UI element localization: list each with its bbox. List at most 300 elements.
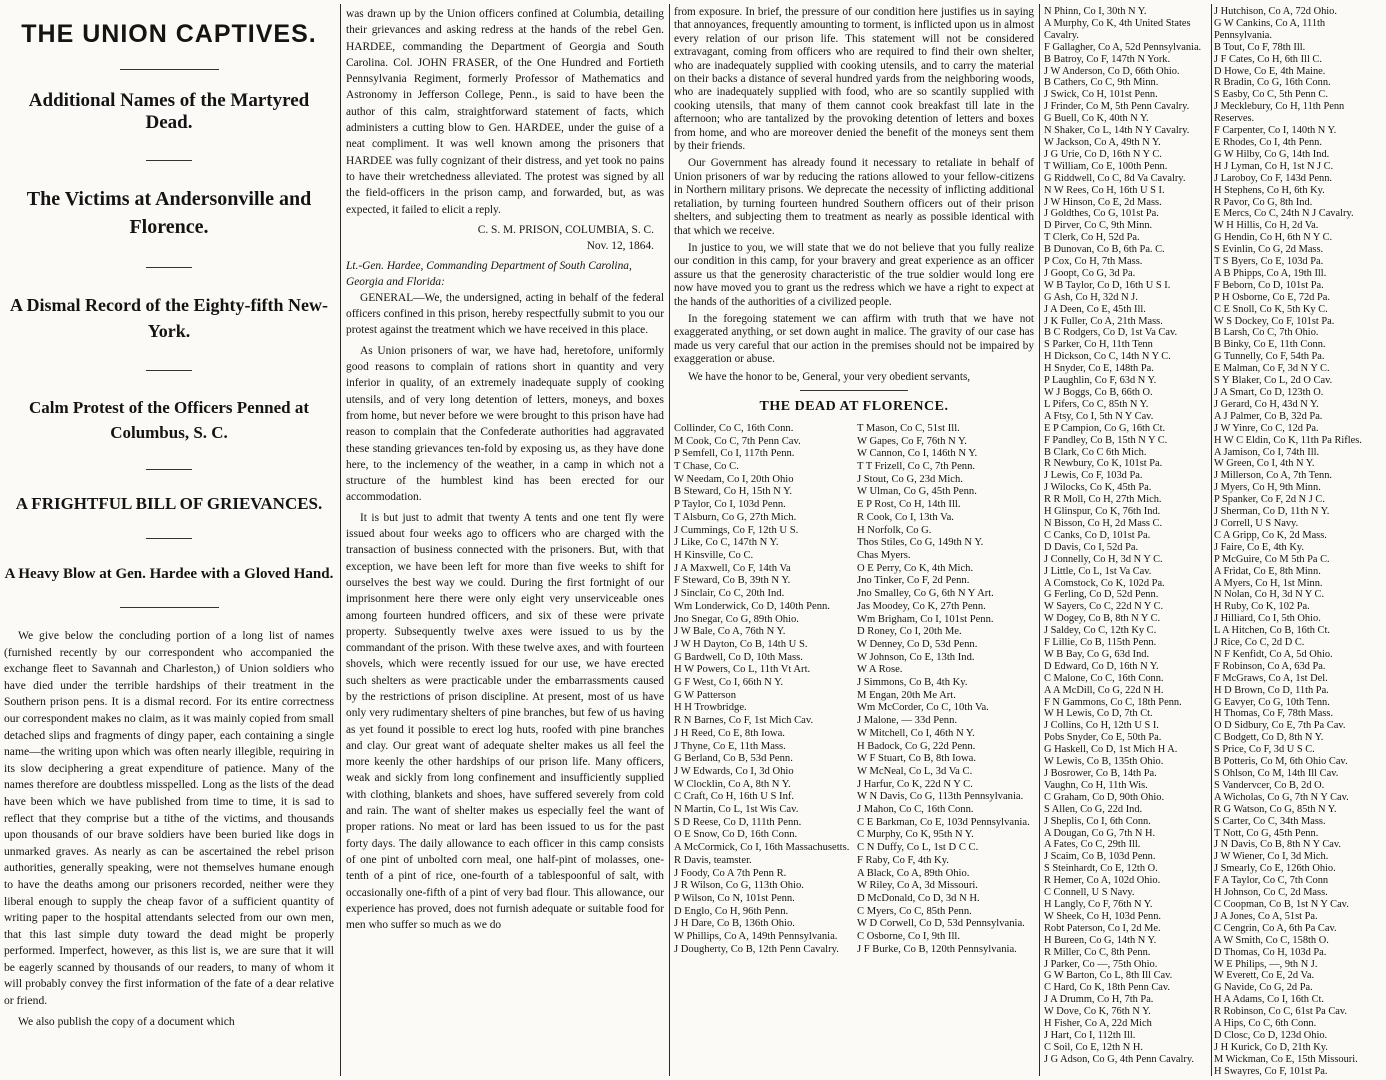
list-item: Wm Brigham, Co I, 101st Penn. <box>857 613 994 625</box>
divider <box>146 370 192 371</box>
list-item: S Ohlson, Co M, 14th Ill Cav. <box>1214 768 1339 779</box>
list-item: J Sheplis, Co I, 6th Conn. <box>1044 815 1151 827</box>
list-item: M Wickman, Co E, 15th Missouri. <box>1214 1053 1358 1065</box>
list-item: B Tout, Co F, 78th Ill. <box>1214 41 1306 53</box>
name-list <box>1044 6 1210 1066</box>
list-item: W McNeal, Co L, 3d Va C. <box>857 765 973 777</box>
list-item: J Bosrower, Co B, 14th Pa. <box>1044 768 1157 779</box>
list-item: Jno Tinker, Co F, 2d Penn. <box>857 575 970 587</box>
list-item: A W Smith, Co C, 158th O. <box>1214 934 1329 946</box>
list-item: Collinder, Co C, 16th Conn. <box>674 422 794 434</box>
list-item: N Bisson, Co H, 2d Mass C. <box>1044 517 1163 529</box>
divider <box>120 69 219 70</box>
letter-paragraph: As Union prisoners of war, we have had, heretofore, uniformly good reasons to complain of rations short in quantity and very inferior in quality, of an extremely inadequate supply of cooking utensils, and of very long detention of letters, moneys, and boxes from home, but never before we were brought to this prison have had reason to complain that the Confederate authorities had aggravated these standing grievances ten-fold by exposing us, as they have done here, to the inclemency of the weather, in a camp in which not a structure of the humblest kind has been erected for our accommodation. <box>346 344 664 504</box>
list-item: L Pifers, Co C, 85th N Y. <box>1044 398 1149 410</box>
list-item: J Rice, Co C, 2d D C. <box>1214 637 1305 649</box>
list-item: R Newbury, Co K, 101st Pa. <box>1044 458 1163 470</box>
list-item: G W Barton, Co L, 8th Ill Cav. <box>1044 970 1173 982</box>
list-item: A Black, Co A, 89th Ohio. <box>857 867 970 879</box>
list-item: J Thyne, Co E, 11th Mass. <box>674 740 786 752</box>
list-item: N Phinn, Co I, 30th N Y. <box>1044 6 1147 17</box>
list-item: W Sheek, Co H, 103d Penn. <box>1044 910 1161 922</box>
list-item: J W Yinre, Co C, 12d Pa. <box>1214 422 1319 434</box>
list-item: R Cook, Co I, 13th Va. <box>857 511 954 523</box>
list-item: G Riddwell, Co C, 8d Va Cavalry. <box>1044 172 1186 184</box>
column-4 <box>1044 6 1210 1076</box>
list-item: W Johnson, Co E, 13th Ind. <box>857 651 975 663</box>
list-item: W Needam, Co I, 20th Ohio <box>674 473 794 485</box>
divider <box>146 538 192 539</box>
list-item: J Hutchison, Co A, 72d Ohio. <box>1214 6 1337 17</box>
list-item: T Mason, Co C, 51st Ill. <box>857 422 960 434</box>
list-item: J Hilliard, Co I, 5th Ohio. <box>1214 613 1321 625</box>
list-item: N W Rees, Co H, 16th U S I. <box>1044 184 1165 196</box>
column-rule <box>669 4 670 1076</box>
list-item: W Everett, Co E, 2d Va. <box>1214 970 1315 982</box>
list-item: H Dickson, Co C, 14th N Y C. <box>1044 351 1171 363</box>
list-item: W F Stuart, Co B, 8th Iowa. <box>857 753 976 765</box>
list-item: C N Duffy, Co L, 1st D C C. <box>857 842 979 854</box>
list-item: Jas Moodey, Co K, 27th Penn. <box>857 600 986 612</box>
list-item: F Lillie, Co B, 115th Penn. <box>1044 637 1157 649</box>
list-item: B Steward, Co H, 15th N Y. <box>674 486 793 498</box>
headline-subtitle-1: Additional Names of the Martyred Dead. <box>28 90 310 133</box>
list-item: W Clocklin, Co A, 8th N Y. <box>674 778 791 790</box>
list-item: Wm McCorder, Co C, 10th Va. <box>857 702 989 714</box>
list-item: S D Reese, Co D, 111th Penn. <box>674 816 802 828</box>
list-item: W Denney, Co D, 53d Penn. <box>857 638 978 650</box>
list-item: C Connell, U S Navy. <box>1044 887 1135 899</box>
list-item: F N Gammons, Co C, 18th Penn. <box>1044 696 1182 708</box>
list-item: H Swayres, Co F, 101st Pa. <box>1214 1065 1328 1076</box>
list-item: J Gerard, Co H, 43d N Y. <box>1214 398 1319 410</box>
list-item: E Rhodes, Co I, 4th Penn. <box>1214 136 1322 148</box>
list-item: J A Jones, Co A, 51st Pa. <box>1214 910 1318 922</box>
list-item: W A Rose. <box>857 664 903 676</box>
list-item: P Semfell, Co I, 117th Penn. <box>674 448 795 460</box>
list-item: C A Gripp, Co K, 2d Mass. <box>1214 529 1327 541</box>
list-item: J Connelly, Co H, 3d N Y C. <box>1044 553 1163 565</box>
dateline-place: C. S. M. PRISON, COLUMBIA, S. C. <box>477 223 654 236</box>
list-item: H A Adams, Co I, 16th Ct. <box>1214 994 1324 1006</box>
list-item: S Allen, Co G, 22d Ind. <box>1044 803 1143 815</box>
list-item: C E Barkman, Co E, 103d Pennsylvania. <box>857 816 1030 828</box>
list-item: J Swick, Co H, 101st Penn. <box>1044 89 1158 101</box>
list-item: J Hart, Co I, 112th Ill. <box>1044 1029 1136 1041</box>
article-paragraph: We give below the concluding portion of a long list of names (furnished recently by our correspondent who accompanied the exchange fleet to Savannah and Charleston,) of Union soldiers who have died under the terrible hardships of their treatment in the Southern prison pens. It is a dismal record. For its entire correctness our correspondent makes no claim, as it was mainly copied from small detached slips and fragments of dingy paper, each containing a single name—the writing upon which was often nearly illegible, requiring in its slow deciphering a great expenditure of patience. Many of the names therefore are doubtless misspelled. Long as the lists of the dead have been which we have published from time to time, it is sad to reflect that they comprise but a tithe of the victims, and thousands upon thousands of our brave soldiers have been buried like dogs in unmarked graves. As nearly as can be ascertained the rebel prison authorities, generally speaking, were not themselves humane enough to have the deaths among our prisoners recorded, neither were they liberal enough to supply the cheap favor of a sufficient quantity of writing paper to the hospital attendants selected from our own men, that this last simple duty toward the dead might be properly performed. Imperfect, however, as this list is, we are sure that it will be eagerly scanned by thousands of our readers, to many of whom it will probably convey the first information of the fate of a dear relative or friend. <box>4 629 334 1008</box>
list-item: W Gapes, Co F, 76th N Y. <box>857 435 967 447</box>
column-1 <box>4 6 334 1076</box>
list-item: S Easby, Co C, 5th Penn C. <box>1214 89 1328 101</box>
list-item: P H Osborne, Co E, 72d Pa. <box>1214 291 1330 303</box>
headline-subtitle-4: Calm Protest of the Officers Penned at Columbus, S. C. <box>28 398 310 442</box>
list-item: W Dove, Co K, 76th N Y. <box>1044 1006 1151 1018</box>
list-item: A Jamison, Co I, 74th Ill. <box>1214 446 1320 458</box>
list-item: W Phillips, Co A, 149th Pennsylvania. <box>674 931 838 943</box>
list-item: G Tunnelly, Co F, 54th Pa. <box>1214 351 1325 363</box>
list-item: P Spanker, Co F, 2d N J C. <box>1214 494 1325 506</box>
column-3 <box>674 6 1034 1076</box>
list-item: T William, Co E, 100th Penn. <box>1044 160 1168 172</box>
list-item: J W H Dayton, Co B, 14th U S. <box>674 638 808 650</box>
list-item: F A Taylor, Co C, 7th Conn <box>1214 875 1329 887</box>
list-item: R Pavor, Co G, 8th Ind. <box>1214 196 1313 208</box>
list-item: O E Perry, Co K, 4th Mich. <box>857 562 974 574</box>
list-item: H Fisher, Co A, 22d Mich <box>1044 1018 1152 1030</box>
list-item: S Carter, Co C, 34th Mass. <box>1214 815 1326 827</box>
list-item: S Price, Co F, 3d U S C. <box>1214 744 1315 756</box>
list-item: P Wilson, Co N, 101st Penn. <box>674 892 795 904</box>
list-item: F Carpenter, Co I, 140th N Y. <box>1214 125 1337 137</box>
list-item: A Wicholas, Co G, 7th N Y Cav. <box>1214 791 1349 803</box>
list-item: H Johnson, Co C, 2d Mass. <box>1214 887 1328 899</box>
list-item: J W Anderson, Co D, 66th Ohio. <box>1044 65 1180 77</box>
list-item: J A Smart, Co D, 123th O. <box>1214 387 1324 398</box>
list-item: H D Brown, Co D, 11th Pa. <box>1214 684 1329 696</box>
list-item: E P Rost, Co H, 14th Ill. <box>857 499 961 511</box>
list-item: J F Cates, Co H, 6th Ill C. <box>1214 53 1322 65</box>
list-item: A Fates, Co C, 29th Ill. <box>1044 839 1141 851</box>
list-item: C Canks, Co D, 101st Pa. <box>1044 529 1151 541</box>
list-item: T Chase, Co C. <box>674 461 739 473</box>
list-item: J R Wilson, Co G, 113th Ohio. <box>674 880 804 892</box>
list-item: W H Hillis, Co H, 2d Va. <box>1214 220 1319 232</box>
list-item: F Robinson, Co A, 63d Pa. <box>1214 660 1326 672</box>
list-item: W Jackson, Co A, 49th N Y. <box>1044 136 1161 148</box>
list-item: A Comstock, Co K, 102d Pa. <box>1044 577 1165 589</box>
list-item: W Lewis, Co B, 135th Ohio. <box>1044 756 1164 768</box>
letter-paragraph: from exposure. In brief, the pressure of our condition here justifies us in saying that annoyances, frequently amounting to torment, is inflicted upon us in almost every relation of our prison life. This statement will not be considered extravagant, coming from officers who are required to find their own shelter, who are inadequately supplied with cooking utensils, and to carry the material on their backs a distance of several hundred yards from the neighboring woods, who are inadequately supplied with food, who are so scantily supplied with cooking utensils, that many of them cannot cook breakfast till late in the afternoon; who are tantalized by the provoking detention of letters and boxes from home, and who are moreover denied the benefit of the moneys sent them by their friends. <box>674 6 1034 153</box>
list-item: F Beborn, Co D, 101st Pa. <box>1214 279 1324 291</box>
headline-subtitle-6: A Heavy Blow at Gen. Hardee with a Gloved Hand. <box>4 566 334 582</box>
list-item: H Langly, Co F, 76th N Y. <box>1044 898 1153 910</box>
list-item: E P Campion, Co G, 16th Ct. <box>1044 422 1166 434</box>
list-item: C Bodgett, Co D, 8th N Y. <box>1214 732 1324 744</box>
list-item: W Riley, Co A, 3d Missouri. <box>857 880 978 892</box>
list-item: Vaughn, Co H, 11th Wis. <box>1044 779 1148 791</box>
list-item: J F Burke, Co B, 120th Pennsylvania. <box>857 943 1017 955</box>
list-item: J N Davis, Co B, 8th N Y Cav. <box>1214 839 1341 851</box>
list-item: B C Rodgers, Co D, 1st Va Cav. <box>1044 327 1178 339</box>
list-item: D Edward, Co D, 16th N Y. <box>1044 660 1159 672</box>
list-item: A A McDill, Co G, 22d N H. <box>1044 684 1164 696</box>
list-item: C Coopman, Co B, 1st N Y Cav. <box>1214 898 1349 910</box>
list-item: A Hips, Co C, 6th Conn. <box>1214 1018 1317 1030</box>
list-item: S Evinlin, Co G, 2d Mass. <box>1214 244 1324 256</box>
list-item: G Eavyer, Co G, 10th Tenn. <box>1214 696 1330 708</box>
letter-paragraph: GENERAL—We, the undersigned, acting in behalf of the federal officers confined in this prison, hereby respectfully submit to you our protest against the treatment which we have received in this place. <box>346 291 664 337</box>
list-item: J Wilocks, Co K, 45th Pa. <box>1044 482 1152 494</box>
list-item: Jno Snegar, Co G, 89th Ohio. <box>674 613 799 625</box>
list-item: J Faire, Co E, 4th Ky. <box>1214 541 1304 553</box>
list-item: D Roney, Co I, 20th Me. <box>857 626 962 638</box>
list-item: R N Barnes, Co F, 1st Mich Cav. <box>674 715 814 727</box>
list-item: A Ftsy, Co I, 5th N Y Cav. <box>1044 410 1154 422</box>
list-item: F Raby, Co F, 4th Ky. <box>857 854 949 866</box>
list-item: J A Deen, Co E, 45th Ill. <box>1044 303 1146 315</box>
dead-list-right <box>857 423 1034 957</box>
list-item: R R Moll, Co H, 27th Mich. <box>1044 494 1162 506</box>
list-item: W B Bay, Co G, 63d Ind. <box>1044 648 1150 660</box>
list-item: A B Phipps, Co A, 19th Ill. <box>1214 267 1327 279</box>
list-item: G Bardwell, Co D, 10th Mass. <box>674 651 803 663</box>
list-item: H Ruby, Co K, 102 Pa. <box>1214 601 1310 613</box>
list-item: J Simmons, Co B, 4th Ky. <box>857 677 968 689</box>
list-item: W Sayers, Co C, 22d N Y C. <box>1044 601 1164 613</box>
list-item: D Davis, Co I, 52d Pa. <box>1044 541 1139 553</box>
list-item: H Kinsville, Co C. <box>674 550 754 561</box>
list-item: T T Frizell, Co C, 7th Penn. <box>857 461 976 473</box>
list-item: B Binky, Co E, 11th Conn. <box>1214 339 1326 351</box>
list-item: F McGraws, Co A, 1st Del. <box>1214 672 1328 684</box>
list-item: G F West, Co I, 66th N Y. <box>674 677 784 689</box>
list-item: A Murphy, Co K, 4th United States Cavalry. <box>1044 17 1191 41</box>
list-item: C Craft, Co H, 16th U S Inf. <box>674 791 795 803</box>
letter-paragraph: It is but just to admit that twenty A tents and one tent fly were issued about four weeks ago to officers who are charged with the transaction of business connected with the prisoners. But, with that exception, we have been left for more than five weeks to shift for ourselves the best way we could. During the first fortnight of our imprisonment here there were only eight very unserviceable ones among fourteen hundred officers, and six of these were private property. Subsequently twelve axes were issued to us by the commandant of the prison. With these twelve axes, and with fourteen shovels, which were recently issued for our use, we have erected such shelters as were practicable under the embarrassments caused by the restrictions of prison discipline. At present, most of us have only very rudimentary shelters of pine branches, but few of us having as yet found it possible to erect log huts, roofed with pine branches and clay. Our great want of adequate shelter makes us all feel the more keenly the other hardships of our prison life. Many officers, weak and sickly from long confinement and insufficiently supplied with clothing, blankets and shoes, have suffered severely from cold and rain. The want of shelter makes us especially feel the want of proper rations. No meat or lard has been issued to us for the past forty days. The daily allowance to each officer in this camp consists of one pint of unbolted corn meal, one half-pint of molasses, one-tenth of a pint of rice, one-fourth of a tablespoonful of salt, with occasionally one-fifth of a pint of very bad flour. This allowance, our experience has proved, does not furnish adequate or suitable food for men who suffer so much as we do <box>346 511 664 932</box>
column-5 <box>1214 6 1384 1076</box>
list-item: B Potteris, Co M, 6th Ohio Cav. <box>1214 756 1348 768</box>
list-item: J Harfur, Co K, 22d N Y C. <box>857 778 973 790</box>
headline-subtitle-5: A FRIGHTFUL BILL OF GRIEVANCES. <box>15 494 323 513</box>
list-item: R Hemer, Co A, 102d Ohio. <box>1044 875 1161 887</box>
letter-closing: We have the honor to be, General, your very obedient servants, <box>688 370 971 383</box>
list-item: W Cannon, Co I, 146th N Y. <box>857 448 978 460</box>
list-item: G Hendin, Co H, 6th N Y C. <box>1214 232 1333 244</box>
list-item: J Malone, — 33d Penn. <box>857 715 958 727</box>
list-item: J Collins, Co H, 12th U S I. <box>1044 720 1159 732</box>
list-item: Robt Paterson, Co I, 2d Me. <box>1044 922 1161 934</box>
list-item: B Clark, Co C 6th Mich. <box>1044 446 1147 458</box>
column-rule <box>1211 4 1212 1076</box>
list-item: D Englo, Co H, 96th Penn. <box>674 905 789 917</box>
list-item: W D Corwell, Co D, 53d Pennsylvania. <box>857 918 1025 930</box>
list-item: P Cox, Co H, 7th Mass. <box>1044 256 1143 268</box>
list-item: L A Hitchen, Co B, 16th Ct. <box>1214 625 1330 637</box>
list-item: J G Urie, Co D, 16th N Y C. <box>1044 148 1162 160</box>
column-rule <box>340 4 341 1076</box>
list-item: J Lewis, Co F, 103d Pa. <box>1044 470 1143 482</box>
list-item: D Howe, Co E, 4th Maine. <box>1214 65 1326 77</box>
list-item: J Smearly, Co E, 126th Ohio. <box>1214 863 1336 875</box>
list-item: G Ferling, Co D, 52d Penn. <box>1044 589 1159 601</box>
list-item: R G Watson, Co G, 85th N Y. <box>1214 803 1337 815</box>
list-item: R Robinson, Co C, 61st Pa Cav. <box>1214 1006 1347 1018</box>
list-item: P Laughlin, Co F, 63d N Y. <box>1044 375 1157 387</box>
list-item: C Myers, Co C, 85th Penn. <box>857 905 972 917</box>
list-item: B Dunovan, Co B, 6th Pa. C. <box>1044 244 1165 256</box>
list-item: S Y Blaker, Co L, 2d O Cav. <box>1214 375 1333 387</box>
list-item: J Foody, Co A 7th Penn R. <box>674 867 787 879</box>
list-item: N Nolan, Co H, 3d N Y C. <box>1214 589 1325 601</box>
list-item: G W Patterson <box>674 689 736 701</box>
list-item: H Stephens, Co H, 6th Ky. <box>1214 184 1325 196</box>
article-paragraph: was drawn up by the Union officers confined at Columbia, detailing their grievances and asking redress at the hands of the rebel Gen. HARDEE, commanding the Department of Georgia and South Carolina. Col. JOHN FRASER, of the One Hundred and Fortieth Pennsylvania Regiment, formerly Professor of Mathematics and Astronomy in Jefferson College, Penn., is said to have been the author of this calm, straightforward statement of facts, which administers a cutting blow to Gen. HARDEE, under the guise of a neat compliment. It was well known among the prisoners that HARDEE was fully cognizant of their distress, and yet took no pains to have their wretchedness alleviated. The protest was signed by all the field-officers in the prison camp, and forwarded, but, as was expected, it failed to elicit a reply. <box>346 8 664 216</box>
list-item: S Parker, Co H, 11th Tenn <box>1044 339 1153 351</box>
list-item: G Ash, Co H, 32d N J. <box>1044 291 1138 303</box>
list-item: C Osborne, Co I, 9th Ill. <box>857 931 960 943</box>
list-item: J W Edwards, Co I, 3d Ohio <box>674 765 794 777</box>
dateline-date: Nov. 12, 1864. <box>586 239 654 252</box>
article-paragraph: We also publish the copy of a document which <box>18 1014 235 1028</box>
dead-list <box>674 423 1034 957</box>
list-item: H Thomas, Co F, 78th Mass. <box>1214 708 1334 720</box>
letter-address: Lt.-Gen. Hardee, Commanding Department of South Carolina, Georgia and Florida: <box>346 259 632 288</box>
list-item: W N Davis, Co G, 113th Pennsylvania. <box>857 791 1024 803</box>
list-item: A Fridat, Co E, 8th Minn. <box>1214 565 1321 577</box>
list-item: H Bureen, Co G, 14th N Y. <box>1044 934 1157 946</box>
list-item: G Buell, Co K, 40th N Y. <box>1044 113 1149 125</box>
list-item: N Shaker, Co L, 14th N Y Cavalry. <box>1044 125 1190 137</box>
list-item: D Closc, Co D, 123d Ohio. <box>1214 1029 1328 1041</box>
list-item: J W Bale, Co A, 76th N Y. <box>674 626 786 638</box>
list-item: H Snyder, Co E, 148th Pa. <box>1044 363 1154 375</box>
list-item: J Cummings, Co F, 12th U S. <box>674 524 799 536</box>
list-item: J H Reed, Co E, 8th Iowa. <box>674 727 785 739</box>
list-item: J Stout, Co G, 23d Mich. <box>857 473 963 485</box>
list-item: D Pirver, Co C, 9th Minn. <box>1044 220 1153 232</box>
column-2 <box>346 6 664 1076</box>
list-item: J A Maxwell, Co F, 14th Va <box>674 562 791 574</box>
list-item: W H Lewis, Co D, 7th Ct. <box>1044 708 1153 720</box>
list-item: R Bradin, Co G, 16th Conn. <box>1214 77 1331 89</box>
list-item: R Miller, Co C, 8th Penn. <box>1044 946 1151 958</box>
list-item: S Vandervcer, Co B, 2d O. <box>1214 779 1325 791</box>
list-item: J Saldey, Co C, 12th Ky C. <box>1044 625 1157 637</box>
list-item: M Cook, Co C, 7th Penn Cav. <box>674 435 801 447</box>
list-item: J Little, Co L, 1st Va Cav. <box>1044 565 1152 577</box>
list-item: O E Snow, Co D, 16th Conn. <box>674 829 798 841</box>
list-item: F Steward, Co B, 39th N Y. <box>674 575 791 587</box>
list-item: J G Adson, Co G, 4th Penn Cavalry. <box>1044 1053 1194 1065</box>
list-item: J Scaim, Co B, 103d Penn. <box>1044 851 1156 863</box>
dead-list-left <box>674 423 851 957</box>
list-item: A Myers, Co H, 1st Minn. <box>1214 577 1323 589</box>
list-item: H Badock, Co G, 22d Penn. <box>857 740 976 752</box>
name-list <box>1214 6 1384 1076</box>
list-item: J K Fuller, Co A, 21th Mass. <box>1044 315 1163 327</box>
list-item: H W C Eldin, Co K, 11th Pa Rifles. <box>1214 434 1362 446</box>
letter-paragraph: In the foregoing statement we can affirm with truth that we have not exaggerated anything, or set down aught in malice. The gravity of our case has made us very careful that our action in the premises should not be impaired by exaggeration or abuse. <box>674 312 1034 366</box>
list-item: J Goopt, Co G, 3d Pa. <box>1044 267 1136 279</box>
list-item: J Mahon, Co C, 16th Conn. <box>857 804 974 816</box>
list-item: G W Cankins, Co A, 111th Pennsylvania. <box>1214 17 1326 41</box>
list-item: H J Lyman, Co H, 1st N J C. <box>1214 160 1334 172</box>
list-item: J W Wiener, Co I, 3d Mich. <box>1214 851 1329 863</box>
list-item: B Larsh, Co C, 7th Ohio. <box>1214 327 1319 339</box>
list-item: W Dogey, Co B, 8th N Y C. <box>1044 613 1161 625</box>
list-item: C Malone, Co C, 16th Conn. <box>1044 672 1164 684</box>
list-item: N F Kenfidt, Co A, 5d Ohio. <box>1214 648 1333 660</box>
list-item: T Nott, Co G, 45th Penn. <box>1214 827 1319 839</box>
list-item: C Cengrin, Co A, 6th Pa Cav. <box>1214 922 1337 934</box>
list-item: J Laroboy, Co F, 143d Penn. <box>1214 172 1332 184</box>
list-item: J Sherman, Co D, 11th N Y. <box>1214 506 1330 518</box>
list-item: G Navide, Co G, 2d Pa. <box>1214 982 1313 994</box>
list-item: C Soil, Co E, 12th N H. <box>1044 1041 1144 1053</box>
list-item: Wm Londerwick, Co D, 140th Penn. <box>674 600 830 612</box>
list-item: J Myers, Co H, 9th Minn. <box>1214 482 1321 494</box>
list-item: Jno Smalley, Co G, 6th N Y Art. <box>857 588 994 600</box>
divider <box>120 607 219 608</box>
list-item: E Mercs, Co C, 24th N J Cavalry. <box>1214 208 1354 220</box>
list-item: G Berland, Co B, 53d Penn. <box>674 753 793 765</box>
column-rule <box>1039 4 1040 1076</box>
list-item: H Glinspur, Co K, 76th Ind. <box>1044 506 1161 518</box>
list-item: J Dougherty, Co B, 12th Penn Cavalry. <box>674 943 839 955</box>
list-item: T Clerk, Co H, 52d Pa. <box>1044 232 1140 244</box>
list-item: J H Kurick, Co D, 21th Ky. <box>1214 1041 1328 1053</box>
list-item: M Engan, 20th Me Art. <box>857 689 956 701</box>
headline-main: THE UNION CAPTIVES. <box>21 20 317 48</box>
list-item: J Millerson, Co A, 7th Tenn. <box>1214 470 1332 482</box>
list-item: O D Sidbury, Co E, 7th Pa Cav. <box>1214 720 1346 732</box>
list-item: D Thomas, Co H, 103d Pa. <box>1214 946 1327 958</box>
list-item: Thos Stiles, Co G, 149th N Y. <box>857 537 984 549</box>
list-item: J Frinder, Co M, 5th Penn Cavalry. <box>1044 101 1190 113</box>
list-item: T S Byers, Co E, 103d Pa. <box>1214 256 1324 268</box>
list-item: W E Philips, —, 9th N J. <box>1214 958 1318 970</box>
list-item: J Correll, U S Navy. <box>1214 517 1299 529</box>
list-item: C Hard, Co K, 18th Penn Cav. <box>1044 982 1171 994</box>
letter-paragraph: Our Government has already found it necessary to retaliate in behalf of Union prisoners of war by reducing the rations allowed to your fellow-citizens in Northern military prisons. We deprecate the necessity of inflicting additional retaliation, by turning fourteen hundred Southern officers out of their prison shelters, and subjecting them to treatment as nearly as possible identical with that which we receive. <box>674 157 1034 237</box>
list-item: J Parker, Co —, 75th Ohio. <box>1044 958 1158 970</box>
list-item: T Alsburn, Co G, 27th Mich. <box>674 511 797 523</box>
list-item: G Haskell, Co D, 1st Mich H A. <box>1044 744 1178 756</box>
list-item: H W Powers, Co L, 11th Vt Art. <box>674 664 811 676</box>
headline-subtitle-3: A Dismal Record of the Eighty-fifth New-York. <box>10 295 328 341</box>
list-item: F Pandley, Co B, 15th N Y C. <box>1044 434 1168 446</box>
list-item: E Malman, Co F, 3d N Y C. <box>1214 363 1330 375</box>
list-item: J H Dare, Co B, 136th Ohio. <box>674 918 795 930</box>
list-item: G W Hilby, Co G, 14th Ind. <box>1214 148 1330 160</box>
list-item: D McDonald, Co D, 3d N H. <box>857 892 980 904</box>
list-item: Pobs Snyder, Co E, 50th Pa. <box>1044 732 1162 744</box>
list-item: S Steinhardt, Co E, 12th O. <box>1044 863 1158 875</box>
list-item: C Murphy, Co K, 95th N Y. <box>857 829 974 841</box>
list-item: P McGuire, Co M 5th Pa C. <box>1214 553 1330 565</box>
divider <box>800 390 908 391</box>
list-item: J W Hinson, Co E, 2d Mass. <box>1044 196 1162 208</box>
list-item: J Goldthes, Co G, 101st Pa. <box>1044 208 1159 220</box>
list-item: W S Dockey, Co F, 101st Pa. <box>1214 315 1335 327</box>
list-item: R Davis, teamster. <box>674 854 752 866</box>
list-item: J Sinclair, Co C, 20th Ind. <box>674 588 785 600</box>
list-item: H H Trowbridge. <box>674 702 747 714</box>
headline-subtitle-2: The Victims at Andersonville and Florence. <box>26 188 312 238</box>
divider <box>146 267 192 268</box>
list-item: N Martin, Co L, 1st Wis Cav. <box>674 804 799 816</box>
list-item: A McCormick, Co I, 16th Massachusetts. <box>674 842 850 854</box>
list-item: A Dougan, Co G, 7th N H. <box>1044 827 1156 839</box>
list-item: W B Taylor, Co D, 16th U S I. <box>1044 279 1171 291</box>
list-item: H Norfolk, Co G. <box>857 524 932 536</box>
list-item: W Green, Co I, 4th N Y. <box>1214 458 1315 470</box>
divider <box>146 469 192 470</box>
list-item: A J Palmer, Co B, 32d Pa. <box>1214 410 1323 422</box>
list-item: B Cathers, Co C, 9th Minn. <box>1044 77 1159 89</box>
list-item: W Mitchell, Co I, 46th N Y. <box>857 727 975 739</box>
letter-paragraph: In justice to you, we will state that we do not believe that you fully realize our condition in this camp, for your bravery and great experience as an officer assure us that the generosity characteristic of the true soldier would long ere now have moved you to grant us the redress which we have a right to expect at the hands of the authorities of a civilized people. <box>674 241 1034 308</box>
dead-list-heading: THE DEAD AT FLORENCE. <box>759 398 949 414</box>
list-item: P Taylor, Co I, 103d Penn. <box>674 499 786 511</box>
list-item: J A Drumm, Co H, 7th Pa. <box>1044 994 1154 1006</box>
list-item: F Gallagher, Co A, 52d Pennsylvania. <box>1044 41 1202 53</box>
list-item: W J Boggs, Co B, 66th O. <box>1044 387 1153 398</box>
list-item: C Graham, Co D, 90th Ohio. <box>1044 791 1165 803</box>
list-item: J Mecklebury, Co H, 11th Penn Reserves. <box>1214 101 1345 125</box>
list-item: C E Snoll, Co K, 5th Ky C. <box>1214 303 1328 315</box>
list-item: B Batroy, Co F, 147th N York. <box>1044 53 1171 65</box>
